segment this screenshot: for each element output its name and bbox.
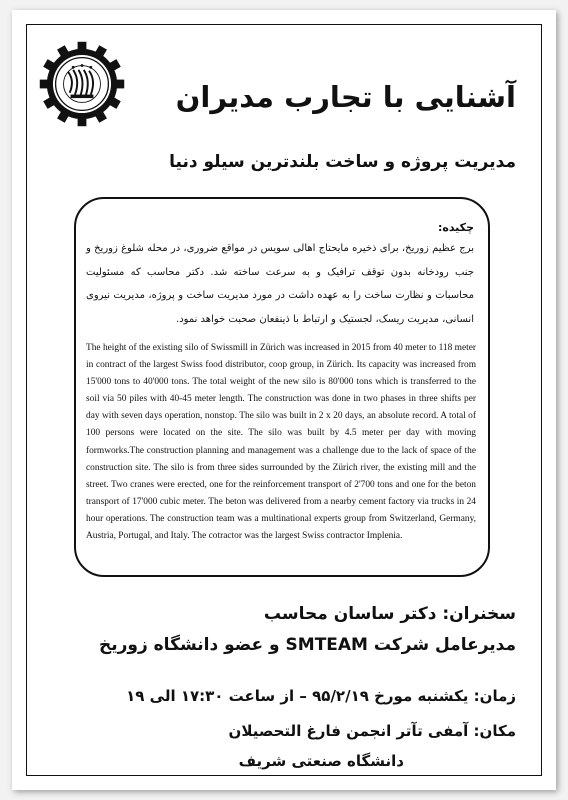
event-university: دانشگاه صنعتی شریف [238, 752, 404, 770]
university-seal-icon [38, 40, 126, 128]
abstract-english-text: The height of the existing silo of Swissmill in Zürich was increased in 2015 from 40 meter to 118 meter in contract of the largest Swiss food distributor, coop group, in Zürich. Its capacity was increased from 15'000 tons to 40'000 tons. The total weight of the new silo is 80'000 tons which is transferred to the soil via 50 piles with 40-45 meter length. The construction was done in two phases in three shifts per day with seven days operation, nonstop. The silo was built in 2 x 20 days, an absolute record. A total of 100 persons were located on the site. The silo was built by 4.5 meter per day with moving formworks.The construction planning and management was a challenge due to the lack of space of the construction site. The silo is from three sides surrounded by the Zürich river, the existing mill and the street. Two cranes were erected, one for the reinforcement transport of 2'700 tons and one for the beton transport of 17'000 cubic meter. The beton was delivered from a nearby cement factory via trucks in 24 hour operations. The construction team was a multinational experts group from Switzerland, Germany, Austria, Portugal, and Italy. The cotractor was the largest Swiss contractor Implenia. [86, 343, 476, 542]
abstract-persian-text: برج عظیم زوریخ، برای ذخیره مایحتاج اهالی سویس در مواقع ضروری، در محله شلوغ زوریخ و جنب رودخانه بدون توقف ترافیک و به سرعت ساخته شد. دکتر محاسب که مسئولیت محاسبات و نظارت ساخت را به عهده داشت در مورد مدیریت ساخت و پروژه، مدیریت نیروی انسانی، مدیریت ریسک، لجستیک و ارتباط با ذینفعان صحبت خواهد نمود. [86, 243, 474, 325]
page-subtitle: مدیریت پروژه و ساخت بلندترین سیلو دنیا [169, 152, 516, 172]
page-title: آشنایی با تجارب مدیران [175, 80, 516, 114]
event-place: مکان: آمفی تآتر انجمن فارغ التحصیلان [228, 722, 516, 740]
abstract-heading: چکیده: [437, 221, 474, 234]
speaker-role-line: مدیرعامل شرکت SMTEAM و عضو دانشگاه زوریخ [98, 635, 516, 655]
abstract-box [74, 197, 490, 577]
speaker-line: سخنران: دکتر ساسان محاسب [263, 604, 516, 624]
event-datetime: زمان: یکشنبه مورخ ۹۵/۲/۱۹ – از ساعت ۱۷:۳۰ الی ۱۹ [126, 687, 516, 705]
poster-page [12, 10, 556, 790]
